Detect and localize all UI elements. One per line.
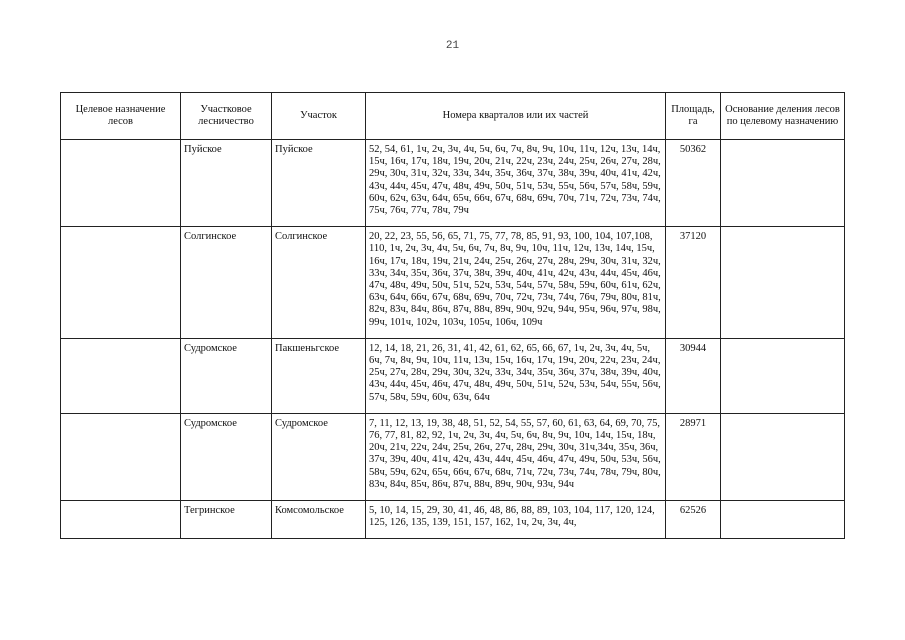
cell-quarters: 5, 10, 14, 15, 29, 30, 41, 46, 48, 86, 88, 89, 103, 104, 117, 120, 124, 125, 126, 135, 139, 151, 157, 162, 1ч, 2ч, 3ч, 4ч, (366, 501, 666, 539)
header-forestry: Участковое лесничество (181, 93, 272, 140)
header-quarters: Номера кварталов или их частей (366, 93, 666, 140)
header-section: Участок (272, 93, 366, 140)
cell-section: Солгинское (272, 227, 366, 339)
cell-quarters: 52, 54, 61, 1ч, 2ч, 3ч, 4ч, 5ч, 6ч, 7ч, 8ч, 9ч, 10ч, 11ч, 12ч, 13ч, 14ч, 15ч, 16ч, 17ч, 18ч, 19ч, 20ч, 21ч, 22ч, 23ч, 24ч, 25ч, 26ч, 27ч, 28ч, 29ч, 30ч, 31ч, 32ч, 33ч, 34ч, 35ч, 36ч, 37ч, 38ч, 39ч, 40ч, 41ч, 42ч, 43ч, 44ч, 45ч, 47ч, 48ч, 49ч, 50ч, 51ч, 53ч, 55ч, 56ч, 57ч, 58ч, 59ч, 60ч, 62ч, 63ч, 64ч, 65ч, 66ч, 67ч, 68ч, 69ч, 70ч, 71ч, 72ч, 73ч, 74ч, 75ч, 76ч, 77ч, 78ч, 79ч (366, 140, 666, 227)
cell-area: 37120 (666, 227, 721, 339)
cell-purpose (61, 338, 181, 413)
cell-area: 50362 (666, 140, 721, 227)
table-row (61, 501, 845, 539)
cell-forestry: Пуйское (181, 140, 272, 227)
cell-purpose (61, 140, 181, 227)
cell-reason (721, 338, 845, 413)
header-area: Площадь, га (666, 93, 721, 140)
cell-reason (721, 501, 845, 539)
header-purpose: Целевое назначение лесов (61, 93, 181, 140)
cell-area: 62526 (666, 501, 721, 539)
cell-section: Судромское (272, 413, 366, 500)
cell-quarters: 20, 22, 23, 55, 56, 65, 71, 75, 77, 78, 85, 91, 93, 100, 104, 107,108, 110, 1ч, 2ч, 3ч, 4ч, 5ч, 6ч, 7ч, 8ч, 9ч, 10ч, 11ч, 12ч, 13ч, 14ч, 15ч, 16ч, 17ч, 18ч, 19ч, 21ч, 24ч, 25ч, 26ч, 27ч, 28ч, 29ч, 30ч, 31ч, 32ч, 33ч, 34ч, 35ч, 36ч, 37ч, 38ч, 39ч, 40ч, 41ч, 42ч, 43ч, 44ч, 45ч, 46ч, 47ч, 48ч, 49ч, 50ч, 51ч, 52ч, 53ч, 54ч, 57ч, 58ч, 59ч, 60ч, 61ч, 62ч, 63ч, 64ч, 66ч, 67ч, 68ч, 69ч, 70ч, 72ч, 73ч, 74ч, 76ч, 79ч, 80ч, 81ч, 82ч, 83ч, 84ч, 86ч, 87ч, 88ч, 89ч, 90ч, 92ч, 94ч, 95ч, 96ч, 97ч, 98ч, 99ч, 101ч, 102ч, 103ч, 105ч, 106ч, 109ч (366, 227, 666, 339)
cell-forestry: Судромское (181, 338, 272, 413)
cell-forestry: Тегринское (181, 501, 272, 539)
cell-reason (721, 413, 845, 500)
cell-section: Пакшеньгское (272, 338, 366, 413)
cell-purpose (61, 501, 181, 539)
table-row (61, 227, 845, 339)
cell-section: Пуйское (272, 140, 366, 227)
page-number: 21 (445, 40, 460, 52)
table-header-row (61, 93, 845, 140)
table-row (61, 140, 845, 227)
cell-quarters: 7, 11, 12, 13, 19, 38, 48, 51, 52, 54, 55, 57, 60, 61, 63, 64, 69, 70, 75, 76, 77, 81, 82, 92, 1ч, 2ч, 3ч, 4ч, 5ч, 6ч, 8ч, 9ч, 10ч, 14ч, 15ч, 18ч, 20ч, 21ч, 22ч, 24ч, 25ч, 26ч, 27ч, 28ч, 29ч, 30ч, 31ч,34ч, 35ч, 36ч, 37ч, 39ч, 40ч, 41ч, 42ч, 43ч, 44ч, 45ч, 46ч, 47ч, 49ч, 50ч, 53ч, 56ч, 58ч, 59ч, 62ч, 65ч, 66ч, 67ч, 68ч, 71ч, 72ч, 73ч, 74ч, 78ч, 79ч, 80ч, 83ч, 84ч, 85ч, 86ч, 87ч, 88ч, 89ч, 90ч, 93ч, 94ч (366, 413, 666, 500)
cell-section: Комсомольское (272, 501, 366, 539)
header-reason: Основание деления лесов по целевому назначению (721, 93, 845, 140)
cell-quarters: 12, 14, 18, 21, 26, 31, 41, 42, 61, 62, 65, 66, 67, 1ч, 2ч, 3ч, 4ч, 5ч, 6ч, 7ч, 8ч, 9ч, 10ч, 11ч, 13ч, 15ч, 16ч, 17ч, 19ч, 20ч, 22ч, 23ч, 24ч, 25ч, 27ч, 28ч, 29ч, 30ч, 32ч, 33ч, 34ч, 35ч, 36ч, 37ч, 38ч, 39ч, 40ч, 43ч, 44ч, 45ч, 46ч, 47ч, 48ч, 49ч, 50ч, 51ч, 52ч, 53ч, 54ч, 55ч, 56ч, 57ч, 58ч, 59ч, 60ч, 63ч, 64ч (366, 338, 666, 413)
cell-reason (721, 140, 845, 227)
cell-forestry: Судромское (181, 413, 272, 500)
table-row (61, 338, 845, 413)
cell-purpose (61, 227, 181, 339)
cell-area: 30944 (666, 338, 721, 413)
table-row (61, 413, 845, 500)
cell-purpose (61, 413, 181, 500)
cell-reason (721, 227, 845, 339)
cell-forestry: Солгинское (181, 227, 272, 339)
cell-area: 28971 (666, 413, 721, 500)
forest-purpose-table (60, 92, 845, 539)
